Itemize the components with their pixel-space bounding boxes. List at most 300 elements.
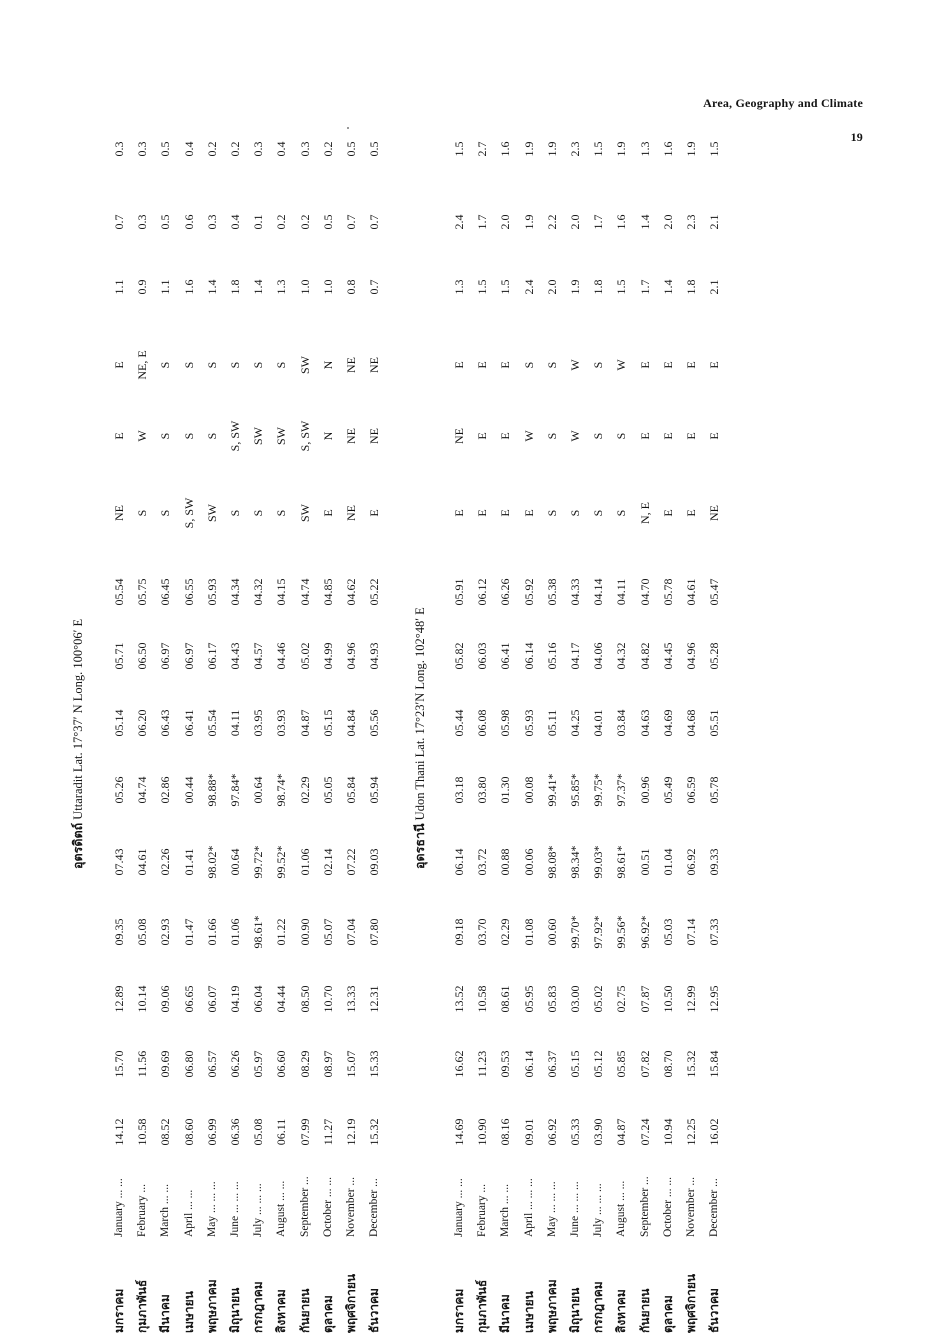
table-cell: 0.4 <box>181 141 196 157</box>
table-cell: 99.41* <box>544 773 559 807</box>
month-thai: กันยายน <box>297 1288 312 1333</box>
table-cell: E <box>707 432 722 440</box>
month-english: April ... ... ... <box>522 1178 535 1237</box>
table-cell: E <box>684 361 698 369</box>
table-cell: 00.44 <box>181 776 196 804</box>
table-cell: 2.3 <box>684 214 698 230</box>
table-cell: S <box>204 432 219 440</box>
month-english: July ... ... ... <box>592 1183 605 1237</box>
table-cell: 15.32 <box>684 1050 698 1078</box>
table-cell: NE <box>344 357 358 373</box>
table-cell: NE <box>344 505 358 521</box>
table-cell: SW <box>251 427 266 445</box>
table-cell: 05.49 <box>660 776 675 804</box>
month-thai: กรกฎาคม <box>251 1281 266 1333</box>
table-cell: 05.14 <box>112 709 126 737</box>
table-cell: 1.6 <box>660 141 675 157</box>
table-cell: 99.75* <box>591 773 606 807</box>
table-cell: 07.33 <box>707 918 722 946</box>
table-cell: 0.2 <box>320 141 335 157</box>
table-cell: 0.5 <box>344 141 358 157</box>
month-english: September ... <box>298 1176 311 1237</box>
month-thai: มกราคม <box>452 1288 466 1333</box>
table-cell: 06.11 <box>274 1118 289 1146</box>
table-cell: 09.18 <box>452 918 466 946</box>
table-cell: SW <box>297 356 312 374</box>
table-cell: NE <box>367 428 382 444</box>
station-name-thai: อุตรดิตถ์ <box>71 822 85 869</box>
table-cell: 1.5 <box>475 279 490 295</box>
running-header: Area, Geography and Climate <box>703 96 863 110</box>
table-cell: E <box>320 509 335 517</box>
table-cell: 2.0 <box>544 279 559 295</box>
table-cell: 09.01 <box>521 1118 536 1146</box>
station-label: Uttaradit Lat. 17°37′ N Long. 100°06′ E <box>71 618 85 823</box>
table-cell: 05.85 <box>614 1050 629 1078</box>
table-cell: 05.15 <box>320 709 335 737</box>
month-thai: เมษายน <box>181 1291 196 1333</box>
table-cell: E <box>475 509 490 517</box>
table-cell: 04.45 <box>660 642 675 670</box>
month-english: November ... <box>345 1176 357 1237</box>
month-english: November ... <box>685 1176 697 1237</box>
table-cell: 12.95 <box>707 985 722 1013</box>
table-cell: 01.30 <box>498 776 513 804</box>
table-cell: 05.51 <box>707 709 722 737</box>
table-cell: 04.06 <box>591 642 606 670</box>
table-cell: E <box>660 432 675 440</box>
table-cell: 09.35 <box>112 918 126 946</box>
table-cell: 98.88* <box>204 773 219 807</box>
table-cell: 99.72* <box>251 845 266 879</box>
table-cell: 06.59 <box>684 776 698 804</box>
table-cell: 10.94 <box>660 1118 675 1146</box>
table-cell: 03.72 <box>475 848 490 876</box>
table-cell: 05.26 <box>112 776 126 804</box>
table-cell: 01.08 <box>521 918 536 946</box>
table-cell: 1.0 <box>297 279 312 295</box>
table-cell: E <box>475 432 490 440</box>
month-thai: กุมภาพันธ์ <box>475 1279 490 1333</box>
table-cell: 05.11 <box>544 709 559 737</box>
table-cell: 0.3 <box>135 214 150 230</box>
table-cell: 1.5 <box>591 141 606 157</box>
table-cell: S <box>135 509 150 517</box>
table-cell: S <box>591 509 606 517</box>
table-cell: 0.3 <box>112 141 126 157</box>
table-cell: 1.9 <box>521 141 536 157</box>
month-english: July ... ... ... <box>252 1183 265 1237</box>
table-cell: 03.90 <box>591 1118 606 1146</box>
table-cell: 98.34* <box>568 845 582 879</box>
table-cell: S <box>544 361 559 369</box>
table-cell: W <box>521 430 536 442</box>
table-cell: 06.99 <box>204 1118 219 1146</box>
table-cell: NE, E <box>135 350 150 380</box>
table-cell: 14.69 <box>452 1118 466 1146</box>
table-cell: 05.84 <box>344 776 358 804</box>
table-cell: N <box>320 360 335 370</box>
table-cell: 10.50 <box>660 985 675 1013</box>
table-cell: 05.08 <box>135 918 150 946</box>
table-cell: 09.33 <box>707 848 722 876</box>
table-cell: 12.89 <box>112 985 126 1013</box>
month-thai: สิงหาคม <box>614 1289 629 1333</box>
table-cell: 07.43 <box>112 848 126 876</box>
table-cell: 11.27 <box>320 1118 335 1146</box>
month-english: December ... <box>708 1178 721 1237</box>
month-thai: พฤศจิกายน <box>344 1273 358 1333</box>
table-cell: 16.02 <box>707 1118 722 1146</box>
table-cell: 05.95 <box>521 985 536 1013</box>
table-cell: 09.53 <box>498 1050 513 1078</box>
table-cell: 0.4 <box>228 214 242 230</box>
table-cell: 03.84 <box>614 709 629 737</box>
table-cell: 04.14 <box>591 578 606 606</box>
table-cell: 04.44 <box>274 985 289 1013</box>
table-cell: 2.1 <box>707 279 722 295</box>
table-cell: S <box>614 432 629 440</box>
table-cell: NE <box>112 505 126 521</box>
table-cell: 08.60 <box>181 1118 196 1146</box>
month-english: October ... ... <box>661 1176 674 1237</box>
table-cell: 0.1 <box>251 214 266 230</box>
table-cell: 02.29 <box>297 776 312 804</box>
table-cell: 0.3 <box>297 141 312 157</box>
table-cell: 05.54 <box>204 709 219 737</box>
table-cell: 00.88 <box>498 848 513 876</box>
table-cell: 0.3 <box>135 141 150 157</box>
table-cell: 1.7 <box>475 214 490 230</box>
table-cell: 05.98 <box>498 709 513 737</box>
table-cell: 2.7 <box>475 141 490 157</box>
table-cell: 07.99 <box>297 1118 312 1146</box>
table-cell: 06.04 <box>251 985 266 1013</box>
table-cell: 02.26 <box>158 848 173 876</box>
table-cell: E <box>498 509 513 517</box>
table-cell: 13.52 <box>452 985 466 1013</box>
month-english: February ... <box>136 1183 149 1237</box>
table-cell: S <box>228 509 242 517</box>
table-cell: 05.07 <box>320 918 335 946</box>
table-cell: 06.97 <box>181 642 196 670</box>
table-cell: 1.4 <box>204 279 219 295</box>
table-cell: 1.4 <box>251 279 266 295</box>
table-cell: E <box>112 361 126 369</box>
table-cell: W <box>568 430 582 442</box>
table-cell: 04.68 <box>684 709 698 737</box>
table-cell: 09.03 <box>367 848 382 876</box>
table-cell: 1.5 <box>707 141 722 157</box>
table-cell: 05.33 <box>568 1118 582 1146</box>
table-cell: 06.45 <box>158 578 173 606</box>
table-cell: 1.9 <box>521 214 536 230</box>
table-cell: 06.92 <box>544 1118 559 1146</box>
table-cell: 04.46 <box>274 642 289 670</box>
table-cell: 15.33 <box>367 1050 382 1078</box>
table-cell: S <box>274 509 289 517</box>
table-cell: 09.69 <box>158 1050 173 1078</box>
table-cell: 2.0 <box>660 214 675 230</box>
month-thai: กุมภาพันธ์ <box>135 1279 150 1333</box>
table-cell: 05.05 <box>320 776 335 804</box>
table-cell: S <box>568 509 582 517</box>
table-cell: 02.14 <box>320 848 335 876</box>
table-cell: 00.64 <box>228 848 242 876</box>
table-cell: 05.44 <box>452 709 466 737</box>
table-cell: N, E <box>637 502 652 524</box>
table-cell: 10.70 <box>320 985 335 1013</box>
table-cell: 0.8 <box>344 279 358 295</box>
table-cell: 05.03 <box>660 918 675 946</box>
table-cell: 01.66 <box>204 918 219 946</box>
month-thai: พฤษภาคม <box>204 1279 219 1333</box>
month-english: October ... ... <box>321 1176 334 1237</box>
table-cell: 10.90 <box>475 1118 490 1146</box>
table-cell: 0.7 <box>112 214 126 230</box>
table-cell: 04.57 <box>251 642 266 670</box>
table-cell: 04.82 <box>637 642 652 670</box>
table-cell: 01.06 <box>228 918 242 946</box>
table-cell: SW <box>274 427 289 445</box>
table-cell: 04.74 <box>297 578 312 606</box>
table-cell: 06.50 <box>135 642 150 670</box>
month-english: February ... <box>476 1183 489 1237</box>
table-cell: 0.6 <box>181 214 196 230</box>
table-cell: E <box>452 361 466 369</box>
table-cell: 03.70 <box>475 918 490 946</box>
table-cell: 1.0 <box>320 279 335 295</box>
table-cell: 99.03* <box>591 845 606 879</box>
table-cell: 05.22 <box>367 578 382 606</box>
table-cell: S, SW <box>181 497 196 529</box>
table-cell: 12.99 <box>684 985 698 1013</box>
table-cell: 01.41 <box>181 848 196 876</box>
table-cell: 06.03 <box>475 642 490 670</box>
table-cell: S <box>251 361 266 369</box>
table-cell: S <box>228 361 242 369</box>
table-cell: 0.7 <box>367 279 382 295</box>
table-cell: 06.17 <box>204 642 219 670</box>
table-cell: 04.62 <box>344 578 358 606</box>
table-cell: E <box>521 509 536 517</box>
table-cell: 05.91 <box>452 578 466 606</box>
month-thai: มิถุนายน <box>568 1287 582 1333</box>
table-cell: 0.5 <box>158 141 173 157</box>
table-cell: 11.56 <box>135 1050 150 1078</box>
table-cell: NE <box>707 505 722 521</box>
table-cell: 04.96 <box>344 642 358 670</box>
table-cell: 98.08* <box>544 845 559 879</box>
table-cell: S <box>591 432 606 440</box>
table-cell: 97.37* <box>614 773 629 807</box>
table-cell: 0.3 <box>204 214 219 230</box>
table-cell: 03.95 <box>251 709 266 737</box>
table-cell: 1.6 <box>498 141 513 157</box>
table-cell: 06.92 <box>684 848 698 876</box>
table-cell: 05.54 <box>112 578 126 606</box>
month-thai: พฤศจิกายน <box>684 1273 698 1333</box>
table-cell: 03.80 <box>475 776 490 804</box>
table-cell: 1.9 <box>614 141 629 157</box>
table-cell: 06.26 <box>228 1050 242 1078</box>
table-cell: 00.90 <box>297 918 312 946</box>
month-english: August ... ... <box>615 1180 628 1237</box>
table-cell: 04.33 <box>568 578 582 606</box>
table-cell: 0.2 <box>274 214 289 230</box>
table-cell: 13.33 <box>344 985 358 1013</box>
table-cell: 15.32 <box>367 1118 382 1146</box>
table-cell: 01.47 <box>181 918 196 946</box>
table-cell: 06.36 <box>228 1118 242 1146</box>
table-cell: 04.11 <box>228 709 242 737</box>
table-cell: 04.74 <box>135 776 150 804</box>
table-cell: S, SW <box>297 420 312 452</box>
table-cell: 06.55 <box>181 578 196 606</box>
table-cell: 04.32 <box>614 642 629 670</box>
table-cell: 00.64 <box>251 776 266 804</box>
table-cell: 12.19 <box>344 1118 358 1146</box>
table-cell: 1.5 <box>452 141 466 157</box>
table-cell: 04.32 <box>251 578 266 606</box>
table-cell: S <box>591 361 606 369</box>
table-cell: 04.11 <box>614 578 629 606</box>
table-cell: 06.14 <box>452 848 466 876</box>
table-cell: 04.87 <box>614 1118 629 1146</box>
table-cell: 12.25 <box>684 1118 698 1146</box>
table-cell: 06.65 <box>181 985 196 1013</box>
table-cell: E <box>707 361 722 369</box>
table-cell: NE <box>452 428 466 444</box>
table-cell: 06.14 <box>521 1050 536 1078</box>
table-cell: 1.7 <box>591 214 606 230</box>
table-cell: 1.6 <box>614 214 629 230</box>
table-cell: 04.99 <box>320 642 335 670</box>
table-cell: 04.70 <box>637 578 652 606</box>
table-cell: 05.94 <box>367 776 382 804</box>
table-cell: 07.04 <box>344 918 358 946</box>
table-cell: E <box>498 361 513 369</box>
table-cell: 1.9 <box>684 141 698 157</box>
table-cell: 2.3 <box>568 141 582 157</box>
table-cell: 05.08 <box>251 1118 266 1146</box>
table-cell: 01.06 <box>297 848 312 876</box>
table-cell: W <box>568 359 582 371</box>
table-cell: 1.4 <box>637 214 652 230</box>
month-thai: กันยายน <box>637 1288 652 1333</box>
table-cell: 08.52 <box>158 1118 173 1146</box>
table-cell: 99.52* <box>274 845 289 879</box>
table-cell: 06.41 <box>181 709 196 737</box>
table-cell: E <box>660 509 675 517</box>
table-cell: 06.41 <box>498 642 513 670</box>
month-english: June ... ... ... <box>229 1181 241 1237</box>
table-cell: 05.71 <box>112 642 126 670</box>
month-thai: มกราคม <box>112 1288 126 1333</box>
station-label: Udon Thani Lat. 17°23′N Long. 102°48′ E <box>413 607 427 824</box>
month-thai: ตุลาคม <box>660 1295 675 1333</box>
table-cell: NE <box>367 357 382 373</box>
table-cell: 06.60 <box>274 1050 289 1078</box>
month-english: August ... ... <box>275 1180 288 1237</box>
table-cell: 15.84 <box>707 1050 722 1078</box>
table-cell: 2.4 <box>452 214 466 230</box>
table-cell: 05.02 <box>591 985 606 1013</box>
table-cell: 00.06 <box>521 848 536 876</box>
table-cell: 07.82 <box>637 1050 652 1078</box>
table-cell: 2.0 <box>498 214 513 230</box>
table-cell: S <box>158 361 173 369</box>
month-english: March ... ... <box>159 1183 172 1237</box>
table-cell: 05.75 <box>135 578 150 606</box>
table-cell: 05.56 <box>367 709 382 737</box>
table-cell: 1.5 <box>614 279 629 295</box>
table-cell: 04.69 <box>660 709 675 737</box>
table-cell: 06.20 <box>135 709 150 737</box>
table-cell: 04.01 <box>591 709 606 737</box>
table-cell: 0.7 <box>367 214 382 230</box>
table-cell: 02.86 <box>158 776 173 804</box>
table-cell: 10.58 <box>135 1118 150 1146</box>
table-cell: 97.84* <box>228 773 242 807</box>
month-english: April ... ... <box>182 1189 195 1237</box>
table-cell: 05.92 <box>521 578 536 606</box>
table-cell: 02.93 <box>158 918 173 946</box>
table-cell: S <box>181 361 196 369</box>
table-cell: 05.16 <box>544 642 559 670</box>
table-cell: 2.1 <box>707 214 722 230</box>
month-thai: เมษายน <box>521 1291 536 1333</box>
month-english: May ... ... ... <box>205 1181 218 1237</box>
table-cell: 0.5 <box>158 214 173 230</box>
table-cell: 04.63 <box>637 709 652 737</box>
table-cell: 1.8 <box>591 279 606 295</box>
table-cell: E <box>475 361 490 369</box>
table-cell: 10.14 <box>135 985 150 1013</box>
table-cell: 00.08 <box>521 776 536 804</box>
table-cell: 05.97 <box>251 1050 266 1078</box>
table-cell: 98.74* <box>274 773 289 807</box>
table-cell: W <box>614 359 629 371</box>
table-cell: 05.02 <box>297 642 312 670</box>
table-cell: 00.96 <box>637 776 652 804</box>
month-thai: มิถุนายน <box>228 1287 242 1333</box>
table-cell: S <box>251 509 266 517</box>
month-english: September ... <box>638 1176 651 1237</box>
table-cell: S <box>158 432 173 440</box>
table-cell: E <box>498 432 513 440</box>
month-thai: ธันวาคม <box>707 1288 722 1333</box>
table-cell: 0.4 <box>274 141 289 157</box>
table-cell: 1.1 <box>112 279 126 295</box>
table-cell: 98.61* <box>251 915 266 949</box>
table-cell: 04.61 <box>684 578 698 606</box>
month-english: June ... ... ... <box>569 1181 581 1237</box>
table-cell: 04.87 <box>297 709 312 737</box>
table-cell: SW <box>297 504 312 522</box>
table-cell: 07.14 <box>684 918 698 946</box>
month-english: January ... ... <box>113 1178 125 1237</box>
table-cell: 1.8 <box>228 279 242 295</box>
station-caption <box>410 607 430 869</box>
table-cell: 08.70 <box>660 1050 675 1078</box>
table-cell: 05.38 <box>544 578 559 606</box>
table-cell: E <box>637 432 652 440</box>
table-cell: 15.07 <box>344 1050 358 1078</box>
table-cell: 99.70* <box>568 915 582 949</box>
table-cell: 04.93 <box>367 642 382 670</box>
table-cell: 1.9 <box>544 141 559 157</box>
